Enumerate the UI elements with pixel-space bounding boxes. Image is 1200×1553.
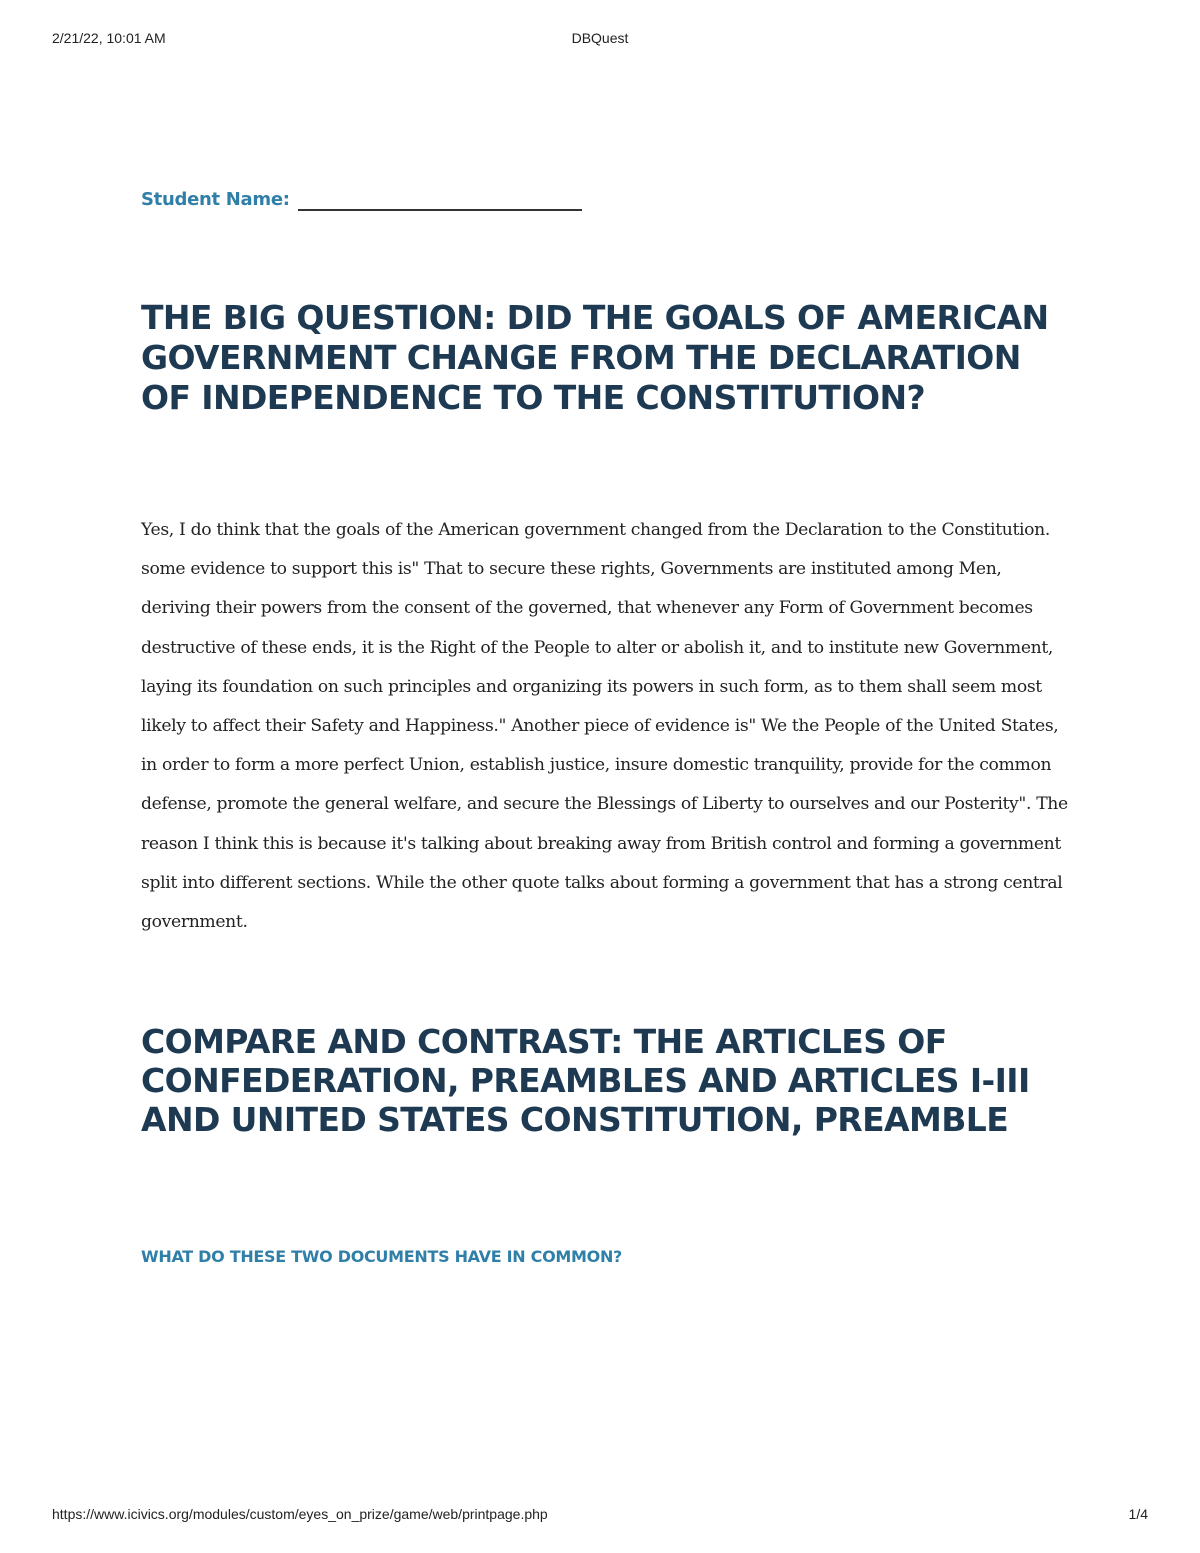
print-footer bbox=[0, 1506, 1200, 1526]
print-page-number: 1/4 bbox=[1128, 1506, 1148, 1522]
big-question-heading: THE BIG QUESTION: DID THE GOALS OF AMERICAN GOVERNMENT CHANGE FROM THE DECLARATION OF INDEPENDENCE TO THE CONSTITUTION? bbox=[141, 298, 1049, 417]
print-page-title: DBQuest bbox=[571, 30, 629, 46]
compare-contrast-heading: COMPARE AND CONTRAST: THE ARTICLES OF CONFEDERATION, PREAMBLES AND ARTICLES I-III AND UNITED STATES CONSTITUTION, PREAMBLE bbox=[141, 1022, 1030, 1139]
student-name-label: Student Name: bbox=[141, 189, 290, 210]
print-datetime: 2/21/22, 10:01 AM bbox=[52, 30, 166, 46]
print-header bbox=[0, 30, 1200, 50]
common-question-heading: WHAT DO THESE TWO DOCUMENTS HAVE IN COMMON? bbox=[141, 1247, 623, 1266]
student-name-blank bbox=[298, 189, 582, 211]
big-question-answer: Yes, I do think that the goals of the American government changed from the Declaration to the Constitution. some evidence to support this is" That to secure these rights, Governments are instituted among Men, deriving their powers from the consent of the governed, that whenever any Form of Government becomes destructive of these ends, it is the Right of the People to alter or abolish it, and to institute new Government, laying its foundation on such principles and organizing its powers in such form, as to them shall seem most likely to affect their Safety and Happiness." Another piece of evidence is" We the People of the United States, in order to form a more perfect Union, establish justice, insure domestic tranquility, provide for the common defense, promote the general welfare, and secure the Blessings of Liberty to ourselves and our Posterity". The reason I think this is because it's talking about breaking away from British control and forming a government split into different sections. While the other quote talks about forming a government that has a strong central government. bbox=[141, 520, 1068, 933]
student-name-field bbox=[141, 189, 582, 211]
print-url: https://www.icivics.org/modules/custom/eyes_on_prize/game/web/printpage.php bbox=[52, 1506, 548, 1522]
